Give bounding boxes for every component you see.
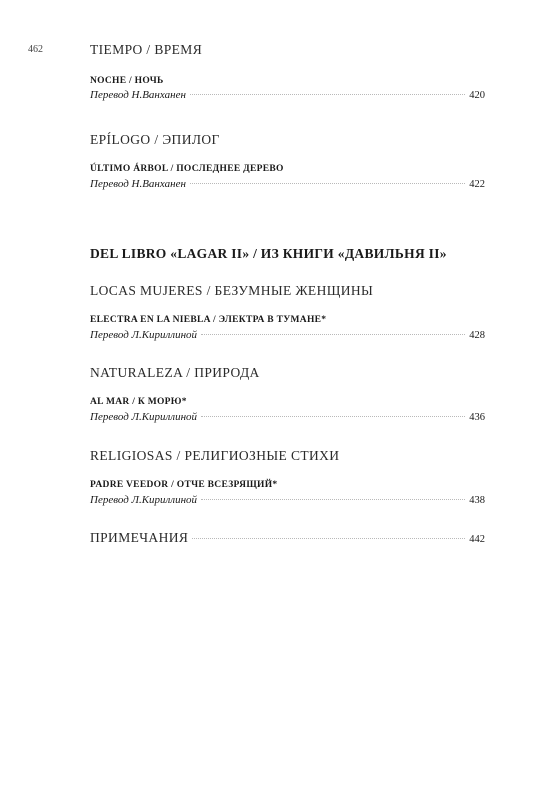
poem-title-ultimo-arbol: ÚLTIMO ÁRBOL / ПОСЛЕДНЕЕ ДЕРЕВО bbox=[90, 164, 284, 174]
page-ref: 438 bbox=[469, 495, 485, 506]
translator-credit: Перевод Н.Ванханен bbox=[90, 89, 186, 101]
book-heading: DEL LIBRO «LAGAR II» / ИЗ КНИГИ «ДАВИЛЬНЯ II» bbox=[90, 246, 447, 261]
dot-leader bbox=[201, 334, 465, 335]
poem-title-al-mar: AL MAR / К МОРЮ* bbox=[90, 397, 187, 407]
dot-leader bbox=[190, 183, 465, 184]
toc-entry-ultimo-arbol[interactable] bbox=[90, 178, 485, 190]
page-number: 462 bbox=[28, 44, 43, 55]
section-heading-religiosas: RELIGIOSAS / РЕЛИГИОЗНЫЕ СТИХИ bbox=[90, 448, 340, 463]
toc-entry-notes[interactable] bbox=[90, 530, 485, 546]
dot-leader bbox=[201, 499, 465, 500]
translator-credit: Перевод Л.Кириллиной bbox=[90, 494, 198, 506]
toc-entry-padre-veedor[interactable] bbox=[90, 494, 485, 506]
toc-entry-noche[interactable] bbox=[90, 89, 485, 101]
translator-credit: Перевод Л.Кириллиной bbox=[90, 411, 198, 423]
poem-title-padre-veedor: PADRE VEEDOR / ОТЧЕ ВСЕЗРЯЩИЙ* bbox=[90, 480, 278, 490]
section-heading-tiempo: TIEMPO / ВРЕМЯ bbox=[90, 42, 203, 57]
section-heading-epilogo: EPÍLOGO / ЭПИЛОГ bbox=[90, 132, 220, 147]
notes-label: ПРИМЕЧАНИЯ bbox=[90, 530, 189, 545]
poem-title-noche: NOCHE / НОЧЬ bbox=[90, 76, 164, 86]
translator-credit: Перевод Н.Ванханен bbox=[90, 178, 186, 190]
page-ref: 442 bbox=[469, 534, 485, 545]
dot-leader bbox=[201, 416, 465, 417]
toc-entry-al-mar[interactable] bbox=[90, 411, 485, 423]
page-ref: 422 bbox=[469, 179, 485, 190]
translator-credit: Перевод Л.Кириллиной bbox=[90, 329, 198, 341]
dot-leader bbox=[190, 94, 465, 95]
dot-leader bbox=[192, 538, 465, 539]
toc-entry-electra[interactable] bbox=[90, 329, 485, 341]
page-ref: 420 bbox=[469, 90, 485, 101]
section-heading-locas-mujeres: LOCAS MUJERES / БЕЗУМНЫЕ ЖЕНЩИНЫ bbox=[90, 283, 374, 298]
section-heading-naturaleza: NATURALEZA / ПРИРОДА bbox=[90, 365, 260, 380]
poem-title-electra: ELECTRA EN LA NIEBLA / ЭЛЕКТРА В ТУМАНЕ* bbox=[90, 315, 327, 325]
page-ref: 428 bbox=[469, 330, 485, 341]
page-ref: 436 bbox=[469, 412, 485, 423]
